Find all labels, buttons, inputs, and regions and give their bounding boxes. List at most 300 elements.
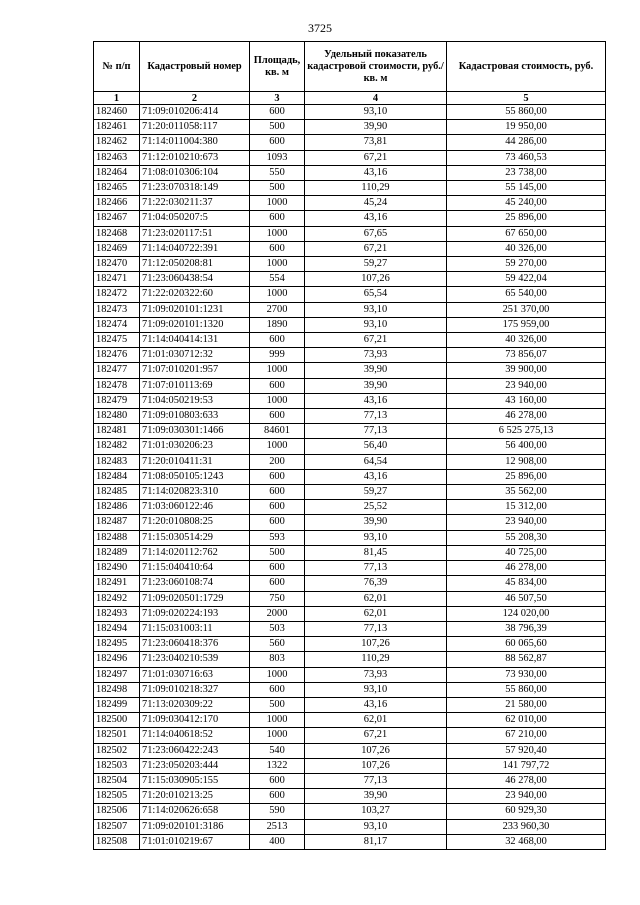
cell-cadastral-number: 71:13:020309:22 <box>140 697 250 712</box>
table-row <box>94 621 606 636</box>
cell-row-number: 182474 <box>94 317 140 332</box>
cell-row-number: 182483 <box>94 454 140 469</box>
cell-area: 750 <box>250 591 305 606</box>
cell-unit-rate: 107,26 <box>305 272 447 287</box>
cell-cadastral-value: 46 278,00 <box>447 409 606 424</box>
table-row <box>94 105 606 120</box>
cell-cadastral-number: 71:08:010306:104 <box>140 165 250 180</box>
cell-row-number: 182506 <box>94 804 140 819</box>
cell-row-number: 182502 <box>94 743 140 758</box>
cell-cadastral-number: 71:23:060438:54 <box>140 272 250 287</box>
table-row <box>94 789 606 804</box>
page-number: 3725 <box>308 21 332 35</box>
cell-unit-rate: 56,40 <box>305 439 447 454</box>
cell-area: 84601 <box>250 424 305 439</box>
cell-area: 600 <box>250 576 305 591</box>
table-row <box>94 667 606 682</box>
cell-area: 600 <box>250 409 305 424</box>
cell-cadastral-number: 71:09:010803:633 <box>140 409 250 424</box>
cell-cadastral-number: 71:09:020501:1729 <box>140 591 250 606</box>
cell-cadastral-number: 71:22:030211:37 <box>140 196 250 211</box>
cell-cadastral-value: 88 562,87 <box>447 652 606 667</box>
table-row <box>94 728 606 743</box>
cell-area: 500 <box>250 697 305 712</box>
cell-row-number: 182505 <box>94 789 140 804</box>
cell-unit-rate: 65,54 <box>305 287 447 302</box>
column-number: 3 <box>250 92 305 105</box>
cell-area: 400 <box>250 834 305 849</box>
cell-cadastral-value: 40 326,00 <box>447 333 606 348</box>
cell-row-number: 182465 <box>94 181 140 196</box>
cell-cadastral-number: 71:01:030206:23 <box>140 439 250 454</box>
cell-row-number: 182471 <box>94 272 140 287</box>
column-number: 2 <box>140 92 250 105</box>
cell-cadastral-value: 141 797,72 <box>447 758 606 773</box>
table-row <box>94 181 606 196</box>
table-row <box>94 409 606 424</box>
cell-row-number: 182504 <box>94 773 140 788</box>
cell-cadastral-number: 71:14:011004:380 <box>140 135 250 150</box>
cell-row-number: 182469 <box>94 241 140 256</box>
cell-row-number: 182503 <box>94 758 140 773</box>
cell-cadastral-value: 55 860,00 <box>447 682 606 697</box>
table-row <box>94 439 606 454</box>
cell-cadastral-value: 39 900,00 <box>447 363 606 378</box>
cell-unit-rate: 93,10 <box>305 105 447 120</box>
table-row <box>94 196 606 211</box>
cell-cadastral-number: 71:12:050208:81 <box>140 257 250 272</box>
cell-row-number: 182479 <box>94 393 140 408</box>
cell-row-number: 182466 <box>94 196 140 211</box>
cell-area: 1000 <box>250 287 305 302</box>
cell-cadastral-number: 71:09:030301:1466 <box>140 424 250 439</box>
table-row <box>94 576 606 591</box>
cell-row-number: 182492 <box>94 591 140 606</box>
table-row <box>94 819 606 834</box>
cell-row-number: 182481 <box>94 424 140 439</box>
cell-unit-rate: 110,29 <box>305 652 447 667</box>
table-row <box>94 120 606 135</box>
cell-cadastral-number: 71:23:020117:51 <box>140 226 250 241</box>
cell-unit-rate: 107,26 <box>305 637 447 652</box>
cell-cadastral-value: 44 286,00 <box>447 135 606 150</box>
cell-row-number: 182472 <box>94 287 140 302</box>
cell-row-number: 182491 <box>94 576 140 591</box>
cell-cadastral-number: 71:09:020101:1320 <box>140 317 250 332</box>
cell-cadastral-number: 71:20:011058:117 <box>140 120 250 135</box>
cell-row-number: 182476 <box>94 348 140 363</box>
cell-unit-rate: 39,90 <box>305 378 447 393</box>
cell-cadastral-value: 46 507,50 <box>447 591 606 606</box>
cell-row-number: 182460 <box>94 105 140 120</box>
cell-cadastral-value: 23 738,00 <box>447 165 606 180</box>
cell-cadastral-value: 73 856,07 <box>447 348 606 363</box>
cell-cadastral-value: 40 725,00 <box>447 545 606 560</box>
cell-cadastral-value: 57 920,40 <box>447 743 606 758</box>
header-cadastral-value: Кадастровая стоимость, руб. <box>447 42 606 92</box>
cell-cadastral-value: 55 145,00 <box>447 181 606 196</box>
cell-unit-rate: 67,65 <box>305 226 447 241</box>
cell-row-number: 182507 <box>94 819 140 834</box>
table-row <box>94 485 606 500</box>
cell-unit-rate: 93,10 <box>305 682 447 697</box>
cell-unit-rate: 73,93 <box>305 348 447 363</box>
cell-cadastral-number: 71:23:060418:376 <box>140 637 250 652</box>
cell-cadastral-number: 71:20:010213:25 <box>140 789 250 804</box>
cell-cadastral-value: 62 010,00 <box>447 713 606 728</box>
cell-unit-rate: 77,13 <box>305 773 447 788</box>
cell-cadastral-value: 67 210,00 <box>447 728 606 743</box>
cell-cadastral-number: 71:04:050207:5 <box>140 211 250 226</box>
cell-cadastral-value: 45 834,00 <box>447 576 606 591</box>
cell-cadastral-number: 71:14:020626:658 <box>140 804 250 819</box>
cell-cadastral-number: 71:14:020112:762 <box>140 545 250 560</box>
table-row <box>94 637 606 652</box>
cell-cadastral-value: 233 960,30 <box>447 819 606 834</box>
cell-row-number: 182495 <box>94 637 140 652</box>
cell-area: 600 <box>250 135 305 150</box>
cell-row-number: 182478 <box>94 378 140 393</box>
cell-row-number: 182482 <box>94 439 140 454</box>
cell-cadastral-number: 71:15:031003:11 <box>140 621 250 636</box>
cell-area: 2700 <box>250 302 305 317</box>
cell-cadastral-number: 71:14:040414:131 <box>140 333 250 348</box>
cell-unit-rate: 43,16 <box>305 165 447 180</box>
table-row <box>94 834 606 849</box>
cell-area: 600 <box>250 561 305 576</box>
cell-unit-rate: 62,01 <box>305 713 447 728</box>
cell-cadastral-value: 25 896,00 <box>447 469 606 484</box>
cell-cadastral-number: 71:14:020823:310 <box>140 485 250 500</box>
cell-row-number: 182477 <box>94 363 140 378</box>
cell-area: 600 <box>250 378 305 393</box>
cell-cadastral-value: 60 929,30 <box>447 804 606 819</box>
table-row <box>94 287 606 302</box>
cell-cadastral-number: 71:14:040722:391 <box>140 241 250 256</box>
cell-cadastral-number: 71:08:050105:1243 <box>140 469 250 484</box>
cell-cadastral-value: 67 650,00 <box>447 226 606 241</box>
cell-unit-rate: 25,52 <box>305 500 447 515</box>
table-row <box>94 545 606 560</box>
cell-cadastral-value: 15 312,00 <box>447 500 606 515</box>
cell-unit-rate: 77,13 <box>305 424 447 439</box>
cell-row-number: 182508 <box>94 834 140 849</box>
cell-row-number: 182501 <box>94 728 140 743</box>
table-row <box>94 743 606 758</box>
cell-area: 503 <box>250 621 305 636</box>
cell-cadastral-number: 71:07:010113:69 <box>140 378 250 393</box>
cell-cadastral-value: 175 959,00 <box>447 317 606 332</box>
cell-cadastral-value: 45 240,00 <box>447 196 606 211</box>
table-row <box>94 606 606 621</box>
cell-unit-rate: 39,90 <box>305 515 447 530</box>
cell-area: 600 <box>250 485 305 500</box>
cell-cadastral-number: 71:23:040210:539 <box>140 652 250 667</box>
cell-unit-rate: 67,21 <box>305 150 447 165</box>
cell-unit-rate: 107,26 <box>305 758 447 773</box>
column-number: 5 <box>447 92 606 105</box>
table-row <box>94 302 606 317</box>
cell-cadastral-value: 38 796,39 <box>447 621 606 636</box>
cell-area: 1000 <box>250 257 305 272</box>
cell-area: 1000 <box>250 667 305 682</box>
cell-unit-rate: 93,10 <box>305 530 447 545</box>
cell-area: 560 <box>250 637 305 652</box>
table-row <box>94 211 606 226</box>
cell-cadastral-value: 55 860,00 <box>447 105 606 120</box>
cell-cadastral-number: 71:23:070318:149 <box>140 181 250 196</box>
cell-cadastral-number: 71:09:020224:193 <box>140 606 250 621</box>
cell-cadastral-value: 59 270,00 <box>447 257 606 272</box>
cell-cadastral-value: 73 930,00 <box>447 667 606 682</box>
cell-row-number: 182484 <box>94 469 140 484</box>
cell-area: 1093 <box>250 150 305 165</box>
table-row <box>94 454 606 469</box>
cell-area: 600 <box>250 211 305 226</box>
cell-cadastral-number: 71:15:040410:64 <box>140 561 250 576</box>
cell-cadastral-value: 55 208,30 <box>447 530 606 545</box>
cell-row-number: 182498 <box>94 682 140 697</box>
cell-row-number: 182473 <box>94 302 140 317</box>
cell-cadastral-value: 6 525 275,13 <box>447 424 606 439</box>
cell-unit-rate: 81,45 <box>305 545 447 560</box>
cell-row-number: 182488 <box>94 530 140 545</box>
table-row <box>94 317 606 332</box>
cell-row-number: 182480 <box>94 409 140 424</box>
cell-unit-rate: 45,24 <box>305 196 447 211</box>
table-header-row <box>94 42 606 92</box>
cell-unit-rate: 93,10 <box>305 819 447 834</box>
cell-area: 500 <box>250 120 305 135</box>
cell-unit-rate: 103,27 <box>305 804 447 819</box>
cell-cadastral-value: 251 370,00 <box>447 302 606 317</box>
table-row <box>94 773 606 788</box>
cell-cadastral-number: 71:15:030905:155 <box>140 773 250 788</box>
cell-area: 1890 <box>250 317 305 332</box>
cell-unit-rate: 67,21 <box>305 333 447 348</box>
cell-row-number: 182494 <box>94 621 140 636</box>
cell-area: 600 <box>250 773 305 788</box>
cell-unit-rate: 39,90 <box>305 363 447 378</box>
cell-unit-rate: 76,39 <box>305 576 447 591</box>
table-row <box>94 393 606 408</box>
table-row <box>94 652 606 667</box>
cell-area: 600 <box>250 241 305 256</box>
cell-cadastral-value: 65 540,00 <box>447 287 606 302</box>
cell-row-number: 182468 <box>94 226 140 241</box>
cell-cadastral-number: 71:09:020101:1231 <box>140 302 250 317</box>
cell-area: 1000 <box>250 196 305 211</box>
cell-row-number: 182497 <box>94 667 140 682</box>
cell-row-number: 182485 <box>94 485 140 500</box>
cell-area: 500 <box>250 181 305 196</box>
table-row <box>94 424 606 439</box>
cell-area: 590 <box>250 804 305 819</box>
cell-area: 200 <box>250 454 305 469</box>
cell-area: 600 <box>250 789 305 804</box>
cell-row-number: 182462 <box>94 135 140 150</box>
cell-unit-rate: 73,81 <box>305 135 447 150</box>
cell-row-number: 182486 <box>94 500 140 515</box>
cell-cadastral-value: 32 468,00 <box>447 834 606 849</box>
header-row-number: № п/п <box>94 42 140 92</box>
cell-cadastral-number: 71:09:020101:3186 <box>140 819 250 834</box>
cell-unit-rate: 43,16 <box>305 393 447 408</box>
table-row <box>94 500 606 515</box>
cell-area: 1000 <box>250 728 305 743</box>
cell-area: 600 <box>250 333 305 348</box>
cell-area: 2513 <box>250 819 305 834</box>
cell-area: 1322 <box>250 758 305 773</box>
table-row <box>94 333 606 348</box>
cell-unit-rate: 67,21 <box>305 728 447 743</box>
table-row <box>94 226 606 241</box>
cell-row-number: 182500 <box>94 713 140 728</box>
table-row <box>94 241 606 256</box>
cell-unit-rate: 107,26 <box>305 743 447 758</box>
cell-area: 600 <box>250 469 305 484</box>
cell-area: 593 <box>250 530 305 545</box>
table-row <box>94 530 606 545</box>
cell-unit-rate: 39,90 <box>305 789 447 804</box>
cell-area: 999 <box>250 348 305 363</box>
table-row <box>94 713 606 728</box>
cell-unit-rate: 59,27 <box>305 485 447 500</box>
cell-cadastral-value: 19 950,00 <box>447 120 606 135</box>
table-row <box>94 561 606 576</box>
cell-unit-rate: 93,10 <box>305 302 447 317</box>
cell-row-number: 182487 <box>94 515 140 530</box>
cell-unit-rate: 110,29 <box>305 181 447 196</box>
cell-cadastral-number: 71:09:010206:414 <box>140 105 250 120</box>
cell-row-number: 182463 <box>94 150 140 165</box>
table-row <box>94 758 606 773</box>
cell-cadastral-number: 71:15:030514:29 <box>140 530 250 545</box>
cell-cadastral-value: 124 020,00 <box>447 606 606 621</box>
cell-row-number: 182467 <box>94 211 140 226</box>
cell-row-number: 182489 <box>94 545 140 560</box>
cell-row-number: 182490 <box>94 561 140 576</box>
cell-unit-rate: 73,93 <box>305 667 447 682</box>
column-number: 4 <box>305 92 447 105</box>
cell-area: 600 <box>250 682 305 697</box>
cell-cadastral-number: 71:14:040618:52 <box>140 728 250 743</box>
cell-area: 554 <box>250 272 305 287</box>
cell-cadastral-number: 71:22:020322:60 <box>140 287 250 302</box>
table-row <box>94 804 606 819</box>
cell-cadastral-value: 46 278,00 <box>447 773 606 788</box>
cell-cadastral-number: 71:23:050203:444 <box>140 758 250 773</box>
cadastral-table <box>93 41 606 850</box>
cell-unit-rate: 77,13 <box>305 561 447 576</box>
cell-unit-rate: 43,16 <box>305 697 447 712</box>
cell-row-number: 182461 <box>94 120 140 135</box>
table-row <box>94 697 606 712</box>
cell-cadastral-number: 71:09:010218:327 <box>140 682 250 697</box>
table-row <box>94 135 606 150</box>
cell-cadastral-value: 35 562,00 <box>447 485 606 500</box>
cell-cadastral-value: 25 896,00 <box>447 211 606 226</box>
cell-cadastral-value: 23 940,00 <box>447 378 606 393</box>
cell-cadastral-value: 73 460,53 <box>447 150 606 165</box>
cell-cadastral-value: 23 940,00 <box>447 789 606 804</box>
cell-cadastral-value: 60 065,60 <box>447 637 606 652</box>
cell-cadastral-number: 71:01:030712:32 <box>140 348 250 363</box>
cell-cadastral-value: 12 908,00 <box>447 454 606 469</box>
cell-cadastral-value: 59 422,04 <box>447 272 606 287</box>
cell-cadastral-number: 71:04:050219:53 <box>140 393 250 408</box>
cell-row-number: 182493 <box>94 606 140 621</box>
cell-cadastral-value: 21 580,00 <box>447 697 606 712</box>
cell-area: 1000 <box>250 363 305 378</box>
cell-unit-rate: 59,27 <box>305 257 447 272</box>
table-row <box>94 682 606 697</box>
cell-area: 803 <box>250 652 305 667</box>
cell-area: 1000 <box>250 713 305 728</box>
cell-area: 1000 <box>250 439 305 454</box>
cell-cadastral-number: 71:20:010808:25 <box>140 515 250 530</box>
header-cadastral-number: Кадастровый номер <box>140 42 250 92</box>
cell-cadastral-number: 71:20:010411:31 <box>140 454 250 469</box>
cell-cadastral-value: 56 400,00 <box>447 439 606 454</box>
table-row <box>94 515 606 530</box>
cell-area: 600 <box>250 105 305 120</box>
cell-unit-rate: 81,17 <box>305 834 447 849</box>
column-number: 1 <box>94 92 140 105</box>
cell-row-number: 182475 <box>94 333 140 348</box>
cell-cadastral-number: 71:07:010201:957 <box>140 363 250 378</box>
cell-area: 540 <box>250 743 305 758</box>
table-row <box>94 378 606 393</box>
cell-unit-rate: 77,13 <box>305 621 447 636</box>
cell-area: 550 <box>250 165 305 180</box>
cell-cadastral-value: 46 278,00 <box>447 561 606 576</box>
cell-row-number: 182464 <box>94 165 140 180</box>
table-row <box>94 363 606 378</box>
column-number-row <box>94 92 606 105</box>
table-row <box>94 591 606 606</box>
cell-row-number: 182470 <box>94 257 140 272</box>
table-row <box>94 348 606 363</box>
table-body <box>94 105 606 850</box>
cell-area: 2000 <box>250 606 305 621</box>
cell-area: 600 <box>250 500 305 515</box>
cell-area: 1000 <box>250 226 305 241</box>
cell-cadastral-number: 71:03:060122:46 <box>140 500 250 515</box>
cell-cadastral-value: 23 940,00 <box>447 515 606 530</box>
cell-cadastral-number: 71:23:060422:243 <box>140 743 250 758</box>
cell-unit-rate: 43,16 <box>305 469 447 484</box>
cell-unit-rate: 43,16 <box>305 211 447 226</box>
cell-unit-rate: 67,21 <box>305 241 447 256</box>
cell-cadastral-number: 71:09:030412:170 <box>140 713 250 728</box>
table-row <box>94 165 606 180</box>
header-unit-rate: Удельный показатель кадастровой стоимости, руб./кв. м <box>305 42 447 92</box>
cell-row-number: 182496 <box>94 652 140 667</box>
cell-cadastral-number: 71:23:060108:74 <box>140 576 250 591</box>
cell-area: 600 <box>250 515 305 530</box>
table-row <box>94 469 606 484</box>
cell-cadastral-value: 43 160,00 <box>447 393 606 408</box>
cell-unit-rate: 62,01 <box>305 591 447 606</box>
cell-unit-rate: 62,01 <box>305 606 447 621</box>
cell-area: 500 <box>250 545 305 560</box>
cell-area: 1000 <box>250 393 305 408</box>
table-row <box>94 257 606 272</box>
cell-unit-rate: 77,13 <box>305 409 447 424</box>
cell-row-number: 182499 <box>94 697 140 712</box>
cell-unit-rate: 39,90 <box>305 120 447 135</box>
